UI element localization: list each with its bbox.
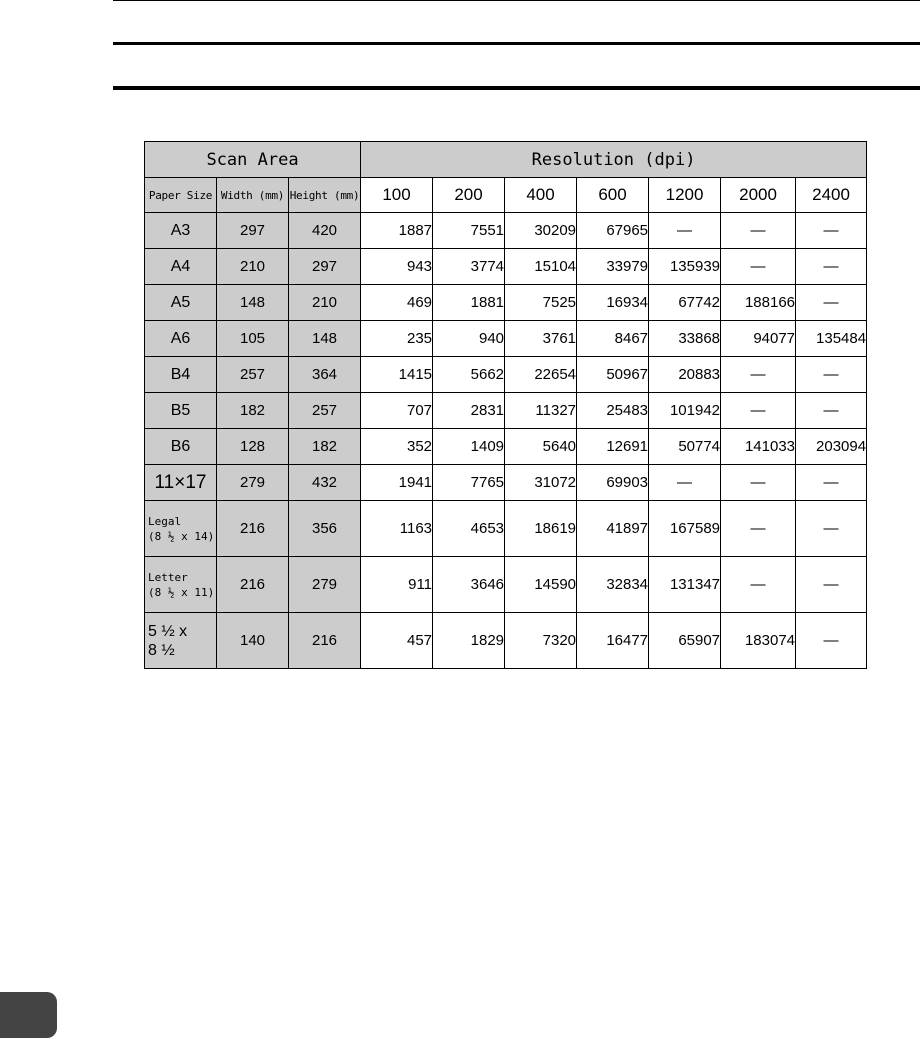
paper-size-cell: A3 <box>145 213 217 249</box>
paper-size-line: 5 ½ x <box>148 622 188 640</box>
heading-rule <box>113 42 920 45</box>
value-cell: — <box>649 213 721 249</box>
width-cell: 210 <box>217 249 289 285</box>
table-row <box>145 501 867 557</box>
resolution-header: Resolution (dpi) <box>361 142 867 178</box>
height-cell: 297 <box>289 249 361 285</box>
value-cell: 457 <box>361 613 433 669</box>
height-cell: 420 <box>289 213 361 249</box>
paper-size-header: Paper Size <box>145 178 217 213</box>
table-row <box>145 285 867 321</box>
resolution-400: 400 <box>505 178 577 213</box>
value-cell: — <box>721 213 796 249</box>
value-cell: 31072 <box>505 465 577 501</box>
table-row <box>145 429 867 465</box>
value-cell: 5640 <box>505 429 577 465</box>
table-row <box>145 393 867 429</box>
value-cell: 911 <box>361 557 433 613</box>
value-cell: 352 <box>361 429 433 465</box>
value-cell: 18619 <box>505 501 577 557</box>
paper-size-line: Legal <box>148 514 182 528</box>
paper-size-cell: B5 <box>145 393 217 429</box>
value-cell: 940 <box>433 321 505 357</box>
value-cell: — <box>721 357 796 393</box>
value-cell: — <box>796 249 867 285</box>
height-cell: 279 <box>289 557 361 613</box>
value-cell: 50967 <box>577 357 649 393</box>
table-row <box>145 213 867 249</box>
value-cell: — <box>796 613 867 669</box>
paper-size-cell <box>145 557 217 613</box>
value-cell: 5662 <box>433 357 505 393</box>
resolution-100: 100 <box>361 178 433 213</box>
value-cell: 33868 <box>649 321 721 357</box>
value-cell: — <box>721 501 796 557</box>
paper-size-cell <box>145 613 217 669</box>
value-cell: 94077 <box>721 321 796 357</box>
paper-size-cell: A5 <box>145 285 217 321</box>
value-cell: 183074 <box>721 613 796 669</box>
width-cell: 216 <box>217 557 289 613</box>
width-cell: 105 <box>217 321 289 357</box>
paper-size-cell: A6 <box>145 321 217 357</box>
width-cell: 297 <box>217 213 289 249</box>
table-row <box>145 321 867 357</box>
value-cell: — <box>649 465 721 501</box>
table-row <box>145 249 867 285</box>
scan-area-header: Scan Area <box>145 142 361 178</box>
page-tab <box>0 992 57 1038</box>
value-cell: 50774 <box>649 429 721 465</box>
value-cell: 33979 <box>577 249 649 285</box>
value-cell: 67742 <box>649 285 721 321</box>
value-cell: 25483 <box>577 393 649 429</box>
height-cell: 356 <box>289 501 361 557</box>
value-cell: 1163 <box>361 501 433 557</box>
heading-underline-rule <box>113 86 920 90</box>
table-row <box>145 613 867 669</box>
width-cell: 140 <box>217 613 289 669</box>
paper-size-line: (8 ½ x 11) <box>148 585 215 599</box>
paper-size-cell <box>145 501 217 557</box>
value-cell: 943 <box>361 249 433 285</box>
value-cell: 167589 <box>649 501 721 557</box>
value-cell: 30209 <box>505 213 577 249</box>
value-cell: 707 <box>361 393 433 429</box>
width-cell: 279 <box>217 465 289 501</box>
value-cell: 69903 <box>577 465 649 501</box>
value-cell: 141033 <box>721 429 796 465</box>
value-cell: 7765 <box>433 465 505 501</box>
value-cell: 7320 <box>505 613 577 669</box>
resolution-200: 200 <box>433 178 505 213</box>
value-cell: 65907 <box>649 613 721 669</box>
value-cell: 235 <box>361 321 433 357</box>
width-cell: 148 <box>217 285 289 321</box>
value-cell: 3761 <box>505 321 577 357</box>
value-cell: 7551 <box>433 213 505 249</box>
value-cell: — <box>796 285 867 321</box>
value-cell: — <box>796 501 867 557</box>
value-cell: 2831 <box>433 393 505 429</box>
value-cell: — <box>721 249 796 285</box>
value-cell: 14590 <box>505 557 577 613</box>
value-cell: — <box>796 393 867 429</box>
value-cell: 15104 <box>505 249 577 285</box>
value-cell: 20883 <box>649 357 721 393</box>
value-cell: — <box>721 393 796 429</box>
paper-size-line: (8 ½ x 14) <box>148 529 215 543</box>
value-cell: 22654 <box>505 357 577 393</box>
height-cell: 210 <box>289 285 361 321</box>
value-cell: 1415 <box>361 357 433 393</box>
value-cell: 16934 <box>577 285 649 321</box>
paper-size-cell: 11×17 <box>145 465 217 501</box>
height-cell: 257 <box>289 393 361 429</box>
paper-size-cell: B4 <box>145 357 217 393</box>
value-cell: 67965 <box>577 213 649 249</box>
value-cell: 32834 <box>577 557 649 613</box>
value-cell: 188166 <box>721 285 796 321</box>
width-cell: 128 <box>217 429 289 465</box>
value-cell: 1829 <box>433 613 505 669</box>
height-cell: 148 <box>289 321 361 357</box>
resolution-2400: 2400 <box>796 178 867 213</box>
value-cell: — <box>796 213 867 249</box>
width-cell: 216 <box>217 501 289 557</box>
paper-size-line: 8 ½ <box>148 641 175 659</box>
scan-size-table <box>144 141 867 669</box>
table-row <box>145 357 867 393</box>
value-cell: — <box>721 465 796 501</box>
height-cell: 432 <box>289 465 361 501</box>
paper-size-line: Letter <box>148 570 188 584</box>
width-cell: 182 <box>217 393 289 429</box>
value-cell: 4653 <box>433 501 505 557</box>
table-row <box>145 557 867 613</box>
height-cell: 216 <box>289 613 361 669</box>
value-cell: 1881 <box>433 285 505 321</box>
value-cell: — <box>796 465 867 501</box>
value-cell: 3774 <box>433 249 505 285</box>
value-cell: 8467 <box>577 321 649 357</box>
value-cell: 1409 <box>433 429 505 465</box>
value-cell: 1887 <box>361 213 433 249</box>
value-cell: 11327 <box>505 393 577 429</box>
value-cell: 1941 <box>361 465 433 501</box>
value-cell: 12691 <box>577 429 649 465</box>
value-cell: 101942 <box>649 393 721 429</box>
height-header: Height (mm) <box>289 178 361 213</box>
value-cell: 7525 <box>505 285 577 321</box>
value-cell: 16477 <box>577 613 649 669</box>
value-cell: 41897 <box>577 501 649 557</box>
value-cell: — <box>796 357 867 393</box>
height-cell: 364 <box>289 357 361 393</box>
height-cell: 182 <box>289 429 361 465</box>
value-cell: — <box>796 557 867 613</box>
resolution-1200: 1200 <box>649 178 721 213</box>
value-cell: 135939 <box>649 249 721 285</box>
value-cell: 469 <box>361 285 433 321</box>
value-cell: 131347 <box>649 557 721 613</box>
paper-size-cell: A4 <box>145 249 217 285</box>
table-row <box>145 465 867 501</box>
resolution-600: 600 <box>577 178 649 213</box>
top-rule <box>113 0 920 1</box>
width-header: Width (mm) <box>217 178 289 213</box>
value-cell: 3646 <box>433 557 505 613</box>
resolution-2000: 2000 <box>721 178 796 213</box>
value-cell: — <box>721 557 796 613</box>
value-cell: 203094 <box>796 429 867 465</box>
width-cell: 257 <box>217 357 289 393</box>
paper-size-cell: B6 <box>145 429 217 465</box>
value-cell: 135484 <box>796 321 867 357</box>
